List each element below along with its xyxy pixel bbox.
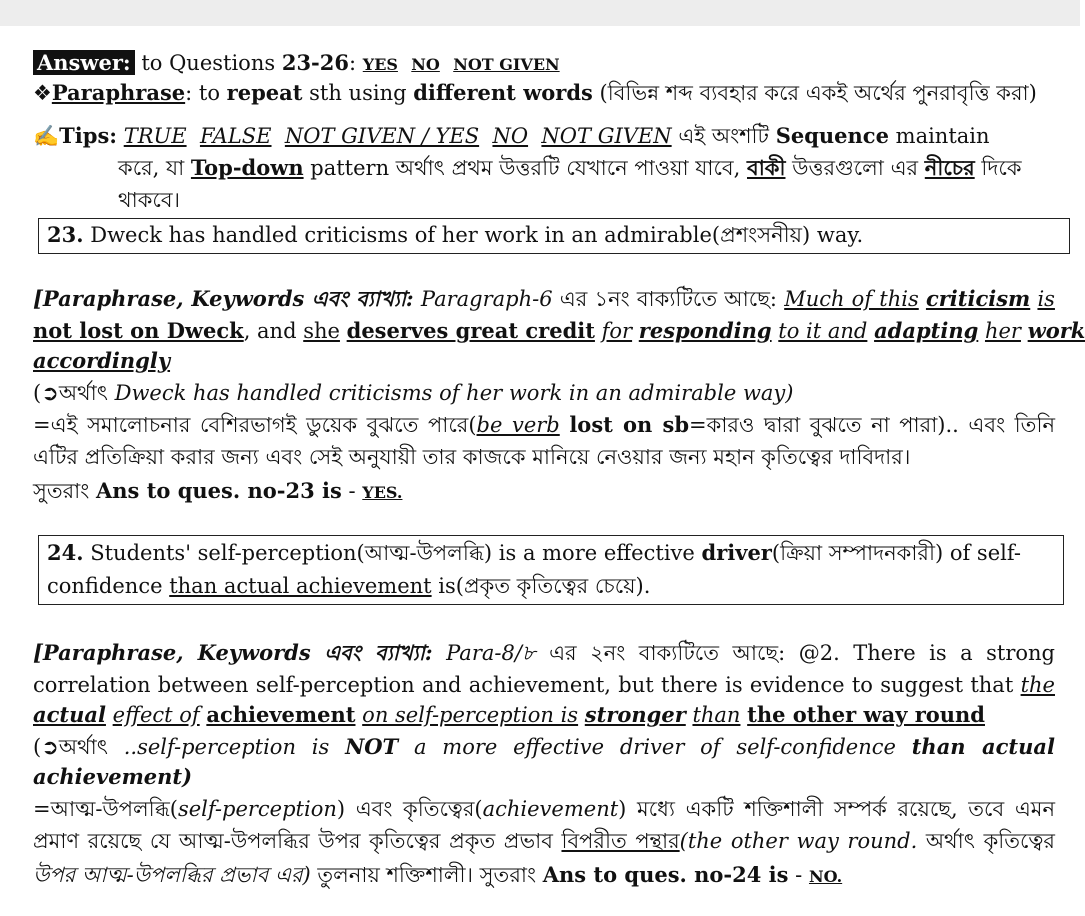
answer-header	[33, 48, 560, 80]
q23-e1b: এবং ব্যাখ্যা:	[311, 286, 414, 311]
q23-e5c: lost on sb	[569, 412, 690, 437]
q23-e2g: to it and	[778, 319, 868, 343]
q24-e8c: Ans to ques. no-24 is	[542, 862, 789, 887]
paraphrase-sep: : to	[185, 81, 220, 105]
tips-false: FALSE	[199, 124, 272, 148]
tips-bangla-1: এই অংশটি	[678, 124, 770, 148]
q24-explanation-line-2	[33, 670, 1055, 700]
q24-e5: achievement)	[33, 764, 193, 789]
paraphrase-definition	[33, 78, 1037, 108]
q24-e8d: -	[795, 863, 803, 887]
q24-e3f: than	[692, 703, 741, 727]
question-23-statement	[47, 220, 863, 250]
option-not-given: NOT GIVEN	[453, 55, 560, 74]
tips-l2-a: করে, যা	[118, 156, 185, 180]
tips-niche: নীচের	[924, 155, 975, 180]
q24-e2a: correlation between self-perception and achievement, but there is evidence to suggest that	[33, 673, 1014, 697]
q23-e4b: Dweck has handled criticisms of her work in an admirable way)	[114, 381, 794, 405]
q24-e6b: self-perception	[177, 797, 337, 821]
q24-statement-line-2	[47, 571, 650, 601]
q24-e1e: @2. There is a strong	[798, 641, 1056, 665]
q24-e2b: the	[1020, 673, 1055, 697]
q23-e2a: not lost on Dweck	[33, 318, 244, 343]
tips-not-given-yes: NOT GIVEN / YES	[284, 124, 480, 148]
q24-e4d: a more effective driver of self-confidence	[413, 735, 896, 759]
q24-explanation-line-1	[33, 638, 1055, 668]
question-23-box	[38, 218, 1070, 254]
q23-e7b: Ans to ques. no-23 is	[96, 478, 342, 503]
arrow-icon: ➲	[41, 381, 59, 405]
tips-l2-c: উত্তরগুলো এর	[792, 156, 919, 180]
q24-statement-line-1	[47, 538, 1021, 568]
q23-e5a: =এই সমালোচনার বেশিরভাগই ডুয়েক বুঝতে পারে(	[33, 413, 477, 437]
q24-e8a: উপর আত্ম-উপলব্ধির প্রভাব এর)	[33, 863, 311, 887]
tips-l2-d: দিকে	[981, 156, 1022, 180]
document-page	[0, 26, 1085, 916]
q24-explanation-line-6	[33, 794, 1055, 824]
q23-number: 23.	[47, 222, 84, 247]
tips-line-2	[118, 153, 1022, 183]
q23-e1d: এর ১নং বাক্যটিতে আছে:	[559, 287, 777, 311]
q24-e6c: ) এবং কৃতিত্বের(	[336, 797, 483, 821]
different-words: different words	[413, 80, 593, 105]
tips-not-given: NOT GIVEN	[541, 124, 672, 148]
q24-explanation-line-7	[33, 826, 1055, 856]
q24-e6a: =আত্ম-উপলব্ধি(	[33, 797, 178, 821]
q24-s1c: (ক্রিয়া সম্পাদনকারী) of self-	[771, 541, 1021, 565]
q24-e8b: তুলনায় শক্তিশালী। সুতরাং	[317, 863, 536, 887]
tips-topdown: Top-down	[190, 155, 304, 180]
tips-l2-b: pattern অর্থাৎ প্রথম উত্তরটি যেখানে পাওয়া যাবে,	[310, 156, 741, 180]
q24-e1d: এর ২নং বাক্যটিতে আছে:	[549, 641, 786, 665]
q23-explanation-line-3	[33, 346, 170, 376]
q23-e5d: =কারও দ্বারা বুঝতে না পারা).. এবং তিনি	[689, 413, 1055, 437]
tips-line-1	[33, 121, 990, 151]
q24-e1b: এবং ব্যাখ্যা:	[324, 640, 433, 665]
q24-s1b: driver	[701, 540, 772, 565]
q24-e4e: than actual	[911, 734, 1055, 759]
q24-e3a: actual	[33, 702, 106, 727]
q23-explanation-line-1	[33, 284, 1055, 314]
q24-e3c: achievement	[206, 702, 356, 727]
q23-e2f: responding	[638, 318, 772, 343]
q23-answer: YES.	[362, 483, 403, 502]
question-24-box	[38, 535, 1064, 605]
q23-e7a: সুতরাং	[33, 479, 90, 503]
q23-e3: accordingly	[33, 348, 171, 373]
q24-explanation-line-5	[33, 762, 192, 792]
arrow-icon: ➲	[41, 735, 59, 759]
q23-e2e: for	[601, 319, 633, 343]
q24-s2b: than actual achievement	[169, 574, 432, 598]
q24-e6d: achievement	[482, 797, 619, 821]
answer-label: Answer:	[33, 50, 135, 75]
q24-e6e: ) মধ্যে একটি শক্তিশালী সম্পর্ক রয়েছে, তবে এমন	[618, 797, 1055, 821]
paraphrase-term: Paraphrase	[51, 80, 186, 105]
q23-e1e: Much of this	[784, 287, 919, 311]
q24-s2c: is(প্রকৃত কৃতিত্বের চেয়ে).	[438, 574, 651, 598]
tips-sequence: Sequence	[775, 123, 889, 148]
paraphrase-bangla: (বিভিন্ন শব্দ ব্যবহার করে একই অর্থের পুনরাবৃত্তি করা)	[599, 81, 1037, 105]
option-no: NO	[411, 55, 440, 74]
repeat-word: repeat	[226, 80, 303, 105]
q24-answer: NO.	[808, 867, 843, 886]
tips-label: Tips:	[59, 123, 118, 148]
q23-e1g: is	[1037, 287, 1055, 311]
question-range: 23-26	[281, 50, 349, 75]
q23-e2h: adapting	[874, 318, 979, 343]
colon: :	[349, 51, 357, 75]
q23-e4a: অর্থাৎ	[58, 381, 108, 405]
q23-answer-line	[33, 476, 402, 508]
tips-baki: বাকী	[747, 155, 786, 180]
q24-s2a: confidence	[47, 574, 163, 598]
q24-s1a: Students' self-perception(আত্ম-উপলব্ধি) is a more effective	[90, 541, 695, 565]
q24-e4c: NOT	[345, 734, 399, 759]
q23-e2j: work	[1027, 318, 1085, 343]
q24-e7a: প্রমাণ রয়েছে যে আত্ম-উপলব্ধির উপর কৃতিত্বের প্রকৃত প্রভাব	[33, 829, 553, 853]
tips-no: NO	[492, 124, 529, 148]
tips-line-3: থাকবে।	[118, 188, 181, 212]
bullet-icon: ❖	[33, 81, 52, 105]
q23-e2i: her	[984, 319, 1021, 343]
q24-e7b: বিপরীত পন্থার	[561, 829, 680, 853]
q23-e2d: deserves great credit	[346, 318, 595, 343]
q23-e7c: -	[348, 479, 356, 503]
q23-explanation-line-2	[33, 316, 1085, 346]
q23-e2b: , and	[243, 319, 297, 343]
q24-e7c: (the other way round.	[679, 829, 918, 853]
q24-e1a: [Paraphrase, Keywords	[33, 640, 311, 665]
q24-e3d: on self-perception is	[362, 703, 579, 727]
q23-explanation-line-4: (➲অর্থাৎ Dweck has handled criticisms of her work in an admirable way)	[33, 381, 794, 405]
tips-true: TRUE	[123, 124, 187, 148]
q24-e3b: effect of	[112, 703, 200, 727]
q23-explanation-line-5	[33, 410, 1055, 440]
q24-e4a: অর্থাৎ	[58, 735, 108, 759]
q24-e3g: the other way round	[747, 702, 985, 727]
q24-e7d: অর্থাৎ কৃতিত্বের	[925, 829, 1055, 853]
q23-e1a: [Paraphrase, Keywords	[33, 286, 305, 311]
q23-e1c: Paragraph-6	[420, 287, 553, 311]
q24-e3e: stronger	[584, 702, 686, 727]
paraphrase-mid: sth using	[309, 81, 407, 105]
option-yes: YES	[362, 55, 398, 74]
top-margin-band	[0, 0, 1080, 26]
q24-e1c: Para-8/৮	[446, 641, 536, 665]
q23-e5b: be verb	[476, 413, 560, 437]
q24-e4b: ..self-perception is	[123, 735, 330, 759]
q24-explanation-line-4: (➲অর্থাৎ ..self-perception is NOT a more effective driver of self-confidence than actual	[33, 734, 1055, 759]
q23-text: Dweck has handled criticisms of her work in an admirable(প্রশংসনীয়) way.	[90, 223, 864, 247]
q23-e1f: criticism	[925, 286, 1031, 311]
writing-hand-icon: ✍	[33, 124, 60, 148]
to-questions-text: to Questions	[141, 51, 276, 75]
q24-explanation-line-3	[33, 700, 985, 730]
q23-explanation-line-6: এটির প্রতিক্রিয়া করার জন্য এবং সেই অনুযায়ী তার কাজকে মানিয়ে নেওয়ার জন্য মহান কৃতিত্বের দাবিদার।	[33, 445, 911, 469]
q23-e2c: she	[303, 319, 340, 343]
q24-answer-line	[33, 860, 842, 892]
q24-number: 24.	[47, 540, 84, 565]
tips-maintain: maintain	[895, 124, 990, 148]
